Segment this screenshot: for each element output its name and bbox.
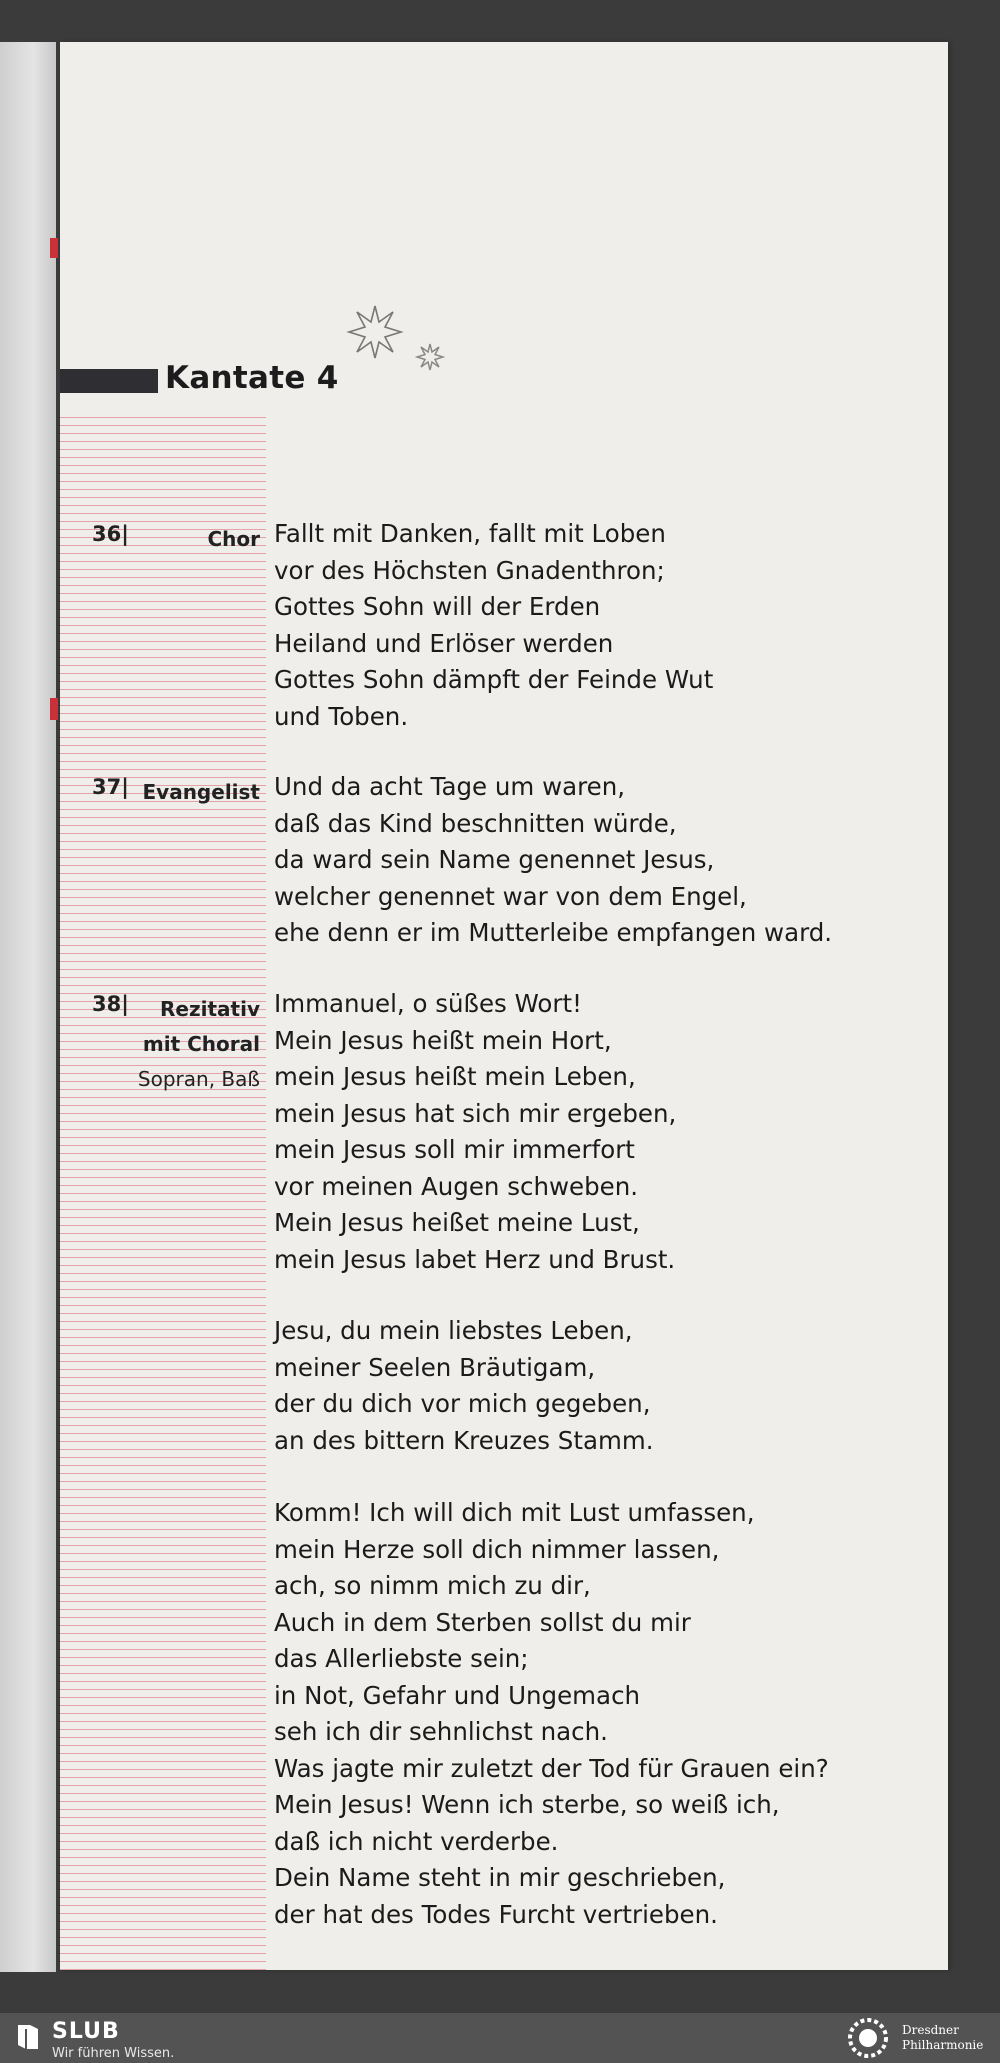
lyric-line: Was jagte mir zuletzt der Tod für Grauen ein? — [274, 1753, 829, 1783]
lyric-line: Fallt mit Danken, fallt mit Loben — [274, 519, 666, 548]
lyric-line: an des bittern Kreuzes Stamm. — [274, 1425, 654, 1455]
movement-labels — [138, 992, 260, 1097]
booklet-page — [60, 42, 948, 1970]
title-bar-decoration — [60, 369, 158, 393]
lyric-line: mein Herze soll dich nimmer lassen, — [274, 1534, 720, 1564]
lyric-line: das Allerliebste sein; — [274, 1644, 529, 1673]
red-page-marker — [50, 238, 58, 258]
voice-label: Sopran, Baß — [137, 1067, 260, 1091]
red-page-marker — [50, 698, 58, 720]
lyric-line: da ward sein Name genennet Jesus, — [274, 845, 715, 874]
lyric-line: mein Jesus labet Herz und Brust. — [274, 1244, 676, 1274]
library-name: SLUB — [52, 2019, 120, 2044]
partner-name-line: Philharmonie — [902, 2038, 984, 2052]
library-slogan: Wir führen Wissen. — [52, 2046, 175, 2061]
lyric-line: daß ich nicht verderbe. — [274, 1826, 559, 1856]
movement-number: 38| — [92, 992, 129, 1016]
voice-label: Evangelist — [142, 780, 260, 804]
lyric-line: Gottes Sohn dämpft der Feinde Wut — [274, 665, 714, 694]
movement-labels — [143, 775, 261, 810]
lyric-line: Und da acht Tage um waren, — [274, 772, 626, 801]
viewer-footer — [0, 2013, 1000, 2063]
star-icon — [415, 342, 445, 372]
movement-number: 36| — [92, 522, 129, 546]
voice-label: Rezitativ — [160, 997, 260, 1021]
lyric-line: und Toben. — [274, 701, 409, 731]
partner-name-line: Dresdner — [902, 2023, 959, 2037]
lyric-line: der du dich vor mich gegeben, — [274, 1389, 651, 1418]
voice-label: Chor — [207, 527, 260, 551]
lyric-lines — [274, 986, 676, 1278]
movement-number: 37| — [92, 775, 129, 799]
lyric-line: ehe denn er im Mutterleibe empfangen ward. — [274, 918, 833, 947]
striped-margin-column — [60, 410, 266, 1970]
lyric-line: Mein Jesus heißt mein Hort, — [274, 1025, 612, 1055]
lyric-line: Mein Jesus! Wenn ich sterbe, so weiß ich, — [274, 1790, 780, 1819]
movement-labels — [207, 522, 260, 557]
voice-label: mit Choral — [142, 1032, 260, 1056]
lyric-line: der hat des Todes Furcht vertrieben. — [274, 1899, 718, 1929]
philharmonie-logo-icon — [842, 2016, 894, 2060]
lyric-lines — [274, 769, 832, 952]
lyric-line: Dein Name steht in mir geschrieben, — [274, 1863, 726, 1892]
lyric-line: mein Jesus hat sich mir ergeben, — [274, 1098, 677, 1128]
page-title: Kantate 4 — [165, 360, 339, 396]
lyric-lines — [274, 1495, 829, 1933]
lyric-line: mein Jesus soll mir immerfort — [274, 1135, 635, 1164]
lyric-line: Auch in dem Sterben sollst du mir — [274, 1607, 691, 1637]
partner-name — [902, 2023, 983, 2053]
lyric-line: Immanuel, o süßes Wort! — [274, 989, 582, 1018]
lyric-line: Heiland und Erlöser werden — [274, 628, 614, 658]
lyric-lines — [274, 1313, 654, 1459]
lyric-line: mein Jesus heißt mein Leben, — [274, 1062, 636, 1091]
star-icon — [345, 302, 405, 362]
slub-logo-icon — [12, 2021, 44, 2053]
lyric-line: Jesu, du mein liebstes Leben, — [274, 1316, 633, 1345]
lyric-line: Mein Jesus heißet meine Lust, — [274, 1208, 640, 1237]
lyric-line: meiner Seelen Bräutigam, — [274, 1352, 596, 1382]
lyric-line: vor des Höchsten Gnadenthron; — [274, 555, 665, 585]
lyric-line: vor meinen Augen schweben. — [274, 1171, 639, 1201]
lyric-line: in Not, Gefahr und Ungemach — [274, 1680, 641, 1710]
lyric-line: Komm! Ich will dich mit Lust umfassen, — [274, 1498, 755, 1527]
lyric-line: Gottes Sohn will der Erden — [274, 592, 601, 621]
lyric-line: ach, so nimm mich zu dir, — [274, 1571, 591, 1600]
lyric-line: seh ich dir sehnlichst nach. — [274, 1717, 608, 1746]
lyric-line: daß das Kind beschnitten würde, — [274, 808, 677, 838]
lyric-lines — [274, 516, 713, 735]
lyric-line: welcher genennet war von dem Engel, — [274, 881, 747, 911]
adjacent-page-edge — [0, 42, 56, 1972]
